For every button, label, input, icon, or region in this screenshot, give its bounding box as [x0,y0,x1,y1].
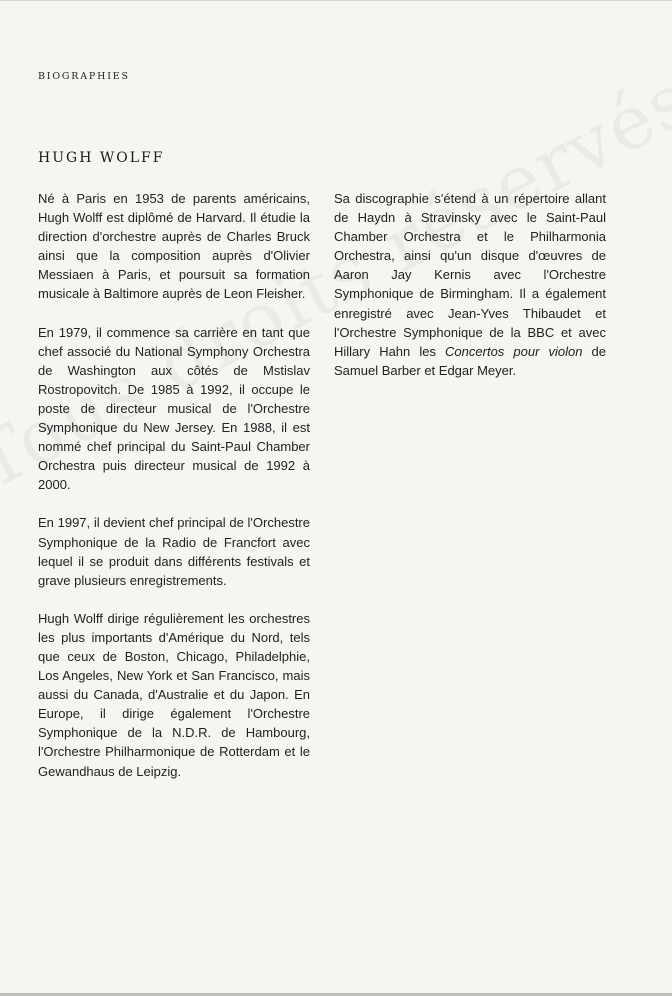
left-column [38,189,310,800]
right-column [334,189,606,399]
paragraph: En 1979, il commence sa carrière en tant que chef associé du National Symphony Orchestra de Washington aux côtés de Mstislav Rostropovitch. De 1985 à 1992, il occupe le poste de directeur musical de l'Orchestre Symphonique du New Jersey. En 1988, il est nommé chef principal du Saint-Paul Chamber Orchestra puis directeur musical de 1992 à 2000. [38,324,310,493]
paragraph: En 1997, il devient chef principal de l'Orchestre Symphonique de la Radio de Francfort avec lequel il se produit dans différents festivals et grave plusieurs enregistrements. [38,515,310,588]
italic-work-title: Concertos pour violon [445,343,583,359]
text-run: Sa discographie s'étend à un répertoire allant de Haydn à Stravinsky avec le Saint-Paul Chamber Orchestra et le Philharmonia Orchestra, ainsi qu'un disque d'œuvres de Aaron Jay Kernis avec l'Orchestre Symphonique de Birmingham. Il a également enregistré avec Jean-Yves Thibaudet et l'Orchestre Symphonique de la BBC et avec Hillary Hahn les [334,191,606,359]
section-label: BIOGRAPHIES [38,71,130,82]
paragraph [334,189,606,380]
page-title: HUGH WOLFF [38,150,165,166]
paragraph: Hugh Wolff dirige régulièrement les orchestres les plus importants d'Amérique du Nord, tels que ceux de Boston, Chicago, Philadelphie, Los Angeles, New York et San Francisco, mais aussi du Canada, d'Australie et du Japon. En Europe, il dirige également l'Orchestre Symphonique de la N.D.R. de Hambourg, l'Orchestre Philharmonique de Rotterdam et le Gewandhaus de Leipzig. [38,610,310,779]
text-run: de Samuel Barber et Edgar Meyer. [334,343,606,378]
paragraph: Né à Paris en 1953 de parents américains, Hugh Wolff est diplômé de Harvard. Il étudie la direction d'orchestre auprès de Charles Bruck ainsi que la composition auprès d'Olivier Messiaen à Paris, et poursuit sa formation musicale à Baltimore auprès de Leon Fleisher. [38,191,310,302]
